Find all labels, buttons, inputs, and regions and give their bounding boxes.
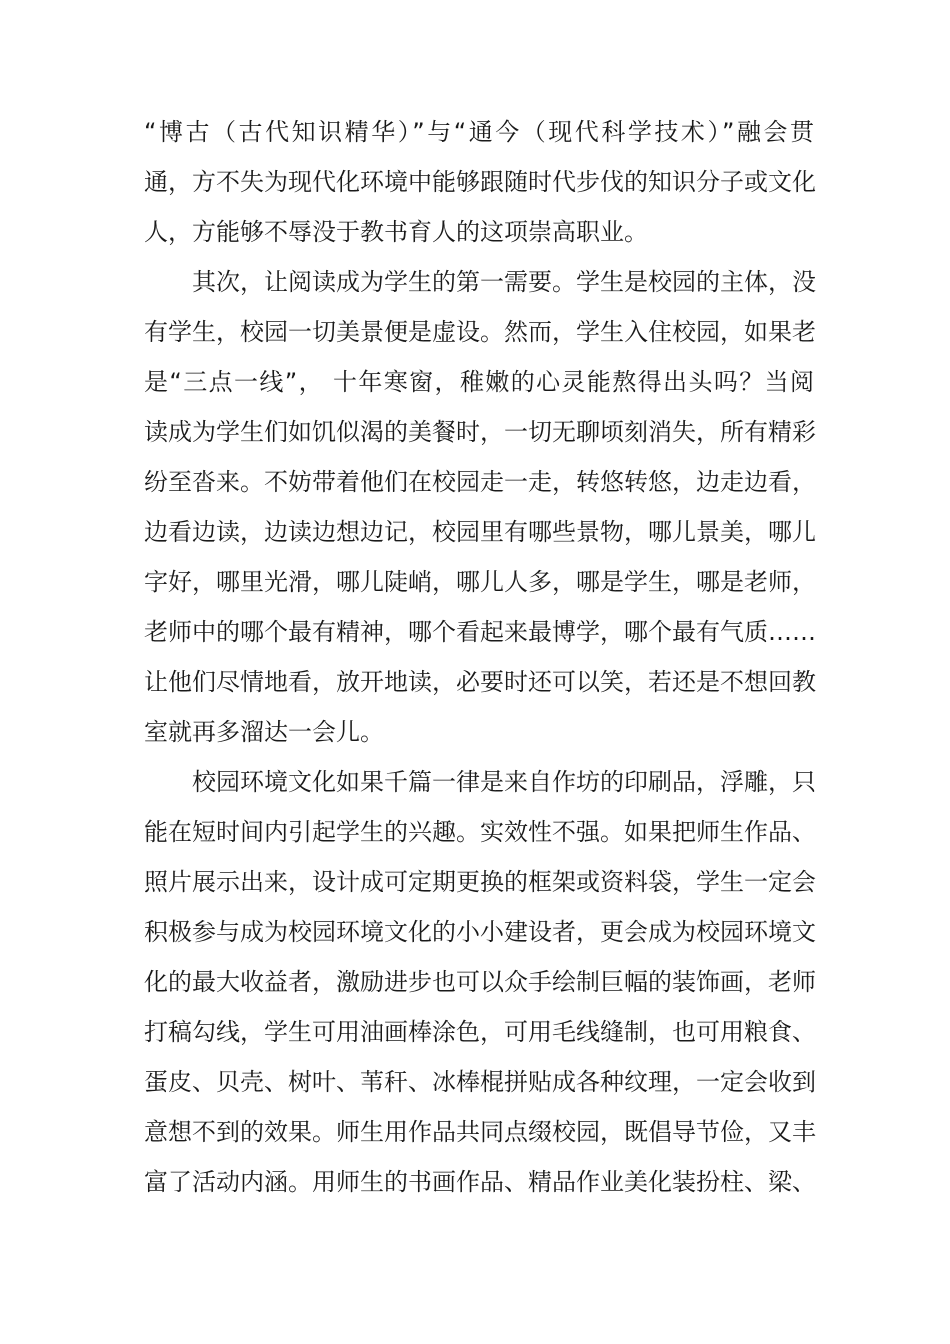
- text-line: 积极参与成为校园环境文化的小小建设者，更会成为校园环境文: [144, 918, 816, 946]
- text-line: 边看边读，边读边想边记，校园里有哪些景物，哪儿景美，哪儿: [144, 518, 816, 546]
- text-line: 能在短时间内引起学生的兴趣。实效性不强。如果把师生作品、: [144, 818, 816, 846]
- text-line: 通，方不失为现代化环境中能够跟随时代步伐的知识分子或文化: [144, 168, 816, 196]
- document-body: [144, 107, 814, 1207]
- text-line: 人，方能够不辱没于教书育人的这项崇高职业。: [144, 218, 648, 246]
- text-line: 老师中的哪个最有精神，哪个看起来最博学，哪个最有气质……: [144, 618, 816, 646]
- text-line: “博古（古代知识精华）”与“通今（现代科学技术）”融会贯: [144, 118, 814, 146]
- paragraph-first-line: 校园环境文化如果千篇一律是来自作坊的印刷品，浮雕，只: [192, 768, 816, 796]
- text-line: 化的最大收益者，激励进步也可以众手绘制巨幅的装饰画，老师: [144, 968, 816, 996]
- text-line: 有学生，校园一切美景便是虚设。然而，学生入住校园，如果老: [144, 318, 816, 346]
- text-line: 字好，哪里光滑，哪儿陡峭，哪儿人多，哪是学生，哪是老师，: [144, 568, 816, 596]
- text-line: 照片展示出来，设计成可定期更换的框架或资料袋，学生一定会: [144, 868, 816, 896]
- text-line: 纷至沓来。不妨带着他们在校园走一走，转悠转悠，边走边看，: [144, 468, 816, 496]
- text-line: 室就再多溜达一会儿。: [144, 718, 384, 746]
- text-line: 富了活动内涵。用师生的书画作品、精品作业美化装扮柱、梁、: [144, 1168, 816, 1196]
- text-line: 让他们尽情地看，放开地读，必要时还可以笑，若还是不想回教: [144, 668, 816, 696]
- text-line: 蛋皮、贝壳、树叶、苇秆、冰棒棍拼贴成各种纹理，一定会收到: [144, 1068, 816, 1096]
- text-line: 读成为学生们如饥似渴的美餐时，一切无聊顷刻消失，所有精彩: [144, 418, 816, 446]
- text-line: 意想不到的效果。师生用作品共同点缀校园，既倡导节俭，又丰: [144, 1118, 816, 1146]
- paragraph-first-line: 其次，让阅读成为学生的第一需要。学生是校园的主体，没: [192, 268, 816, 296]
- text-line: 是“三点一线”， 十年寒窗，稚嫩的心灵能熬得出头吗？当阅: [144, 368, 814, 396]
- text-line: 打稿勾线，学生可用油画棒涂色，可用毛线缝制，也可用粮食、: [144, 1018, 816, 1046]
